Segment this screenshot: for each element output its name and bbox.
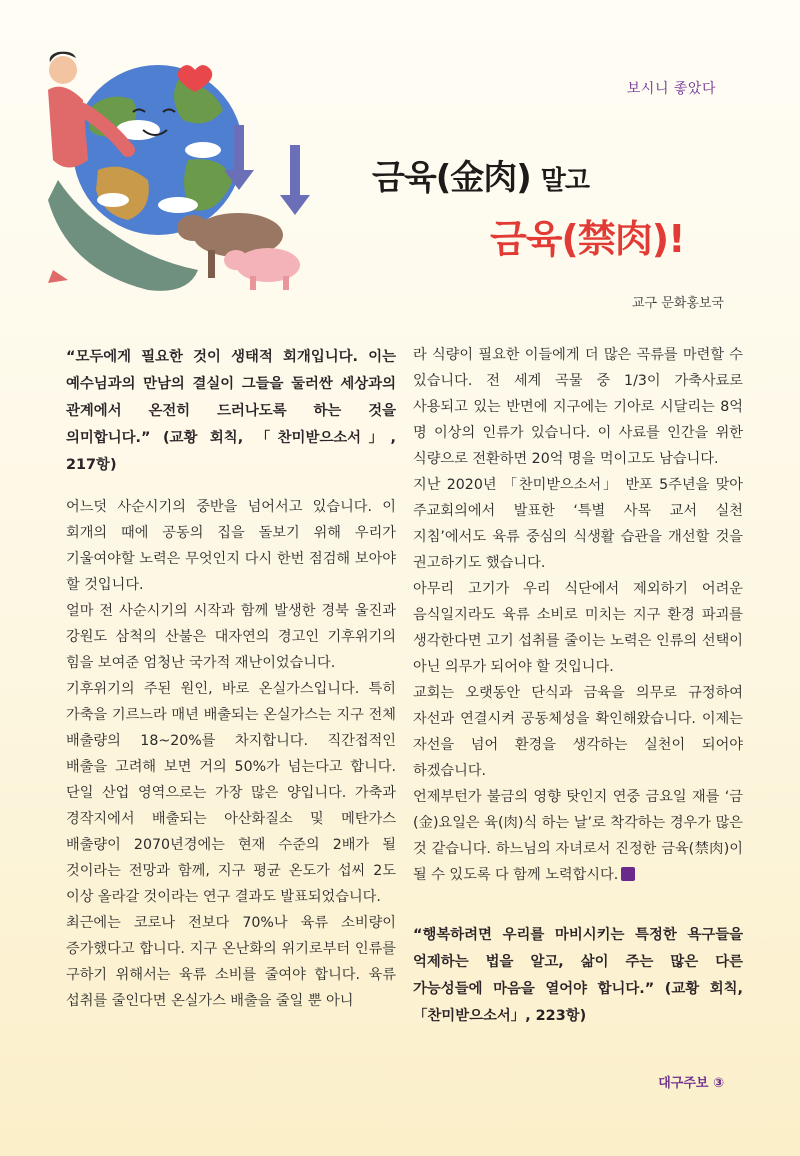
paragraph: 지난 2020년 「찬미받으소서」 반포 5주년을 맞아 주교회의에서 발표한 ‘특별 사목 교서 실천 지침’에서도 육류 중심의 식생활 습관을 개선할 것을 권고하기도 했습니다. (413, 477, 743, 571)
quote-top: “모두에게 필요한 것이 생태적 회개입니다. 이는 예수님과의 만남의 결실이 그들을 둘러싼 세상과의 관계에서 온전히 드러나도록 하는 것을 의미합니다.” (교황 회칙, 「찬미받으소서」, 217항) (66, 349, 396, 473)
title-line-1-small: 말고 (540, 166, 590, 196)
quote-bottom: “행복하려면 우리를 마비시키는 특정한 욕구들을 억제하는 법을 알고, 삶이 주는 많은 다른 가능성들에 마음을 열어야 합니다.” (교황 회칙, 「찬미받으소서」, 223항) (413, 927, 743, 1024)
paragraph-last (413, 784, 743, 888)
paragraph: 기후위기의 주된 원인, 바로 온실가스입니다. 특히 가축을 기르느라 매년 배출되는 온실가스는 지구 전체 배출량의 18~20%를 차지합니다. 직간접적인 배출을 고려해 보면 거의 50%가 넘는다고 합니다. 단일 산업 영역으로는 가장 많은 양입니다. 가축과 경작지에서 배출되는 아산화질소 및 메탄가스 배출량이 2070년경에는 현재 수준의 2배가 될 것이라는 전망과 함께, 지구 평균 온도가 섭씨 2도 이상 올라갈 것이라는 연구 결과도 발표되었습니다. (66, 681, 396, 905)
paragraph: 아무리 고기가 우리 식단에서 제외하기 어려운 음식일지라도 육류 소비로 미치는 지구 환경 파괴를 생각한다면 고기 섭취를 줄이는 노력은 인류의 선택이 아닌 의무가 되어야 할 것입니다. (413, 581, 743, 675)
end-mark-icon (621, 867, 635, 881)
body-column-right (413, 342, 743, 888)
paragraph: 라 식량이 필요한 이들에게 더 많은 곡류를 마련할 수 있습니다. 전 세계 곡물 중 1/3이 가축사료로 사용되고 있는 반면에 지구에는 기아로 시달리는 8억 명 이상의 인류가 있습니다. 이 사료를 인간을 위한 식량으로 전환하면 20억 명을 먹이고도 남습니다. (413, 347, 743, 467)
title-line-1 (372, 150, 589, 199)
section-tag: 보시니 좋았다 (626, 81, 716, 97)
body-column-left (66, 494, 396, 1014)
title-line-2: 금육(禁肉)! (490, 217, 685, 261)
earth-hug-illustration (28, 40, 328, 300)
paragraph: 교회는 오랫동안 단식과 금육을 의무로 규정하여 자선과 연결시켜 공동체성을 확인해왔습니다. 이제는 자선을 넘어 환경을 생각하는 실천이 되어야 하겠습니다. (413, 685, 743, 779)
page-footer: 대구주보 ③ (658, 1076, 724, 1091)
pig-illustration (224, 248, 300, 290)
title-line-1-main: 금육(金肉) (372, 158, 531, 198)
paragraph: 얼마 전 사순시기의 시작과 함께 발생한 경북 울진과 강원도 삼척의 산불은 대자연의 경고인 기후위기의 힘을 보여준 엄청난 국가적 재난이었습니다. (66, 603, 396, 671)
paragraph-text: 언제부턴가 불금의 영향 탓인지 연중 금요일 재를 ‘금(金)요일은 육(肉)식 하는 날’로 착각하는 경우가 많은 것 같습니다. 하느님의 자녀로서 진정한 금육(禁肉)이 될 수 있도록 다 함께 노력합시다. (413, 789, 743, 883)
paragraph: 어느덧 사순시기의 중반을 넘어서고 있습니다. 이 회개의 때에 공동의 집을 돌보기 위해 우리가 기울여야할 노력은 무엇인지 다시 한번 점검해 보아야 할 것입니다. (66, 499, 396, 593)
byline: 교구 문화홍보국 (631, 296, 724, 311)
down-arrow-icon (224, 125, 310, 215)
paragraph: 최근에는 코로나 전보다 70%나 육류 소비량이 증가했다고 합니다. 지구 온난화의 위기로부터 인류를 구하기 위해서는 육류 소비를 줄여야 합니다. 육류 섭취를 줄인다면 온실가스 배출을 줄일 뿐 아니 (66, 915, 396, 1009)
